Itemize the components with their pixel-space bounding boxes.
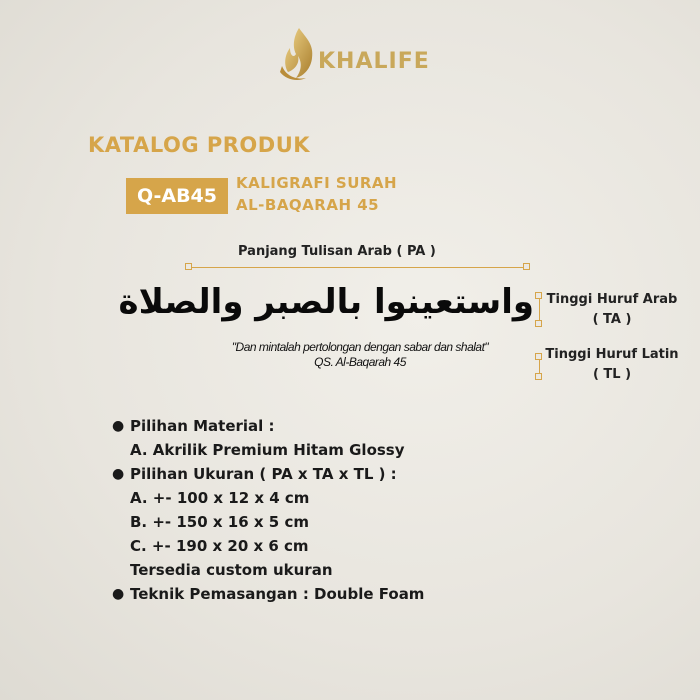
flame-logo-icon	[278, 26, 320, 82]
translation-text: "Dan mintalah pertolongan dengan sabar dan shalat"	[231, 340, 489, 354]
list-item: C. +- 190 x 20 x 6 cm	[130, 537, 309, 555]
tl-label-line2: ( TL )	[592, 367, 632, 382]
translation-block	[160, 340, 560, 370]
ta-label-line1: Tinggi Huruf Arab	[546, 292, 678, 307]
product-name-line2: AL-BAQARAH 45	[236, 196, 380, 214]
citation-text: QS. Al-Baqarah 45	[314, 355, 406, 369]
brand-logo	[278, 24, 430, 84]
pa-dimension-label: Panjang Tulisan Arab ( PA )	[238, 244, 436, 259]
page-title: KATALOG PRODUK	[88, 133, 311, 157]
list-item: ● Teknik Pemasangan : Double Foam	[112, 582, 424, 606]
product-name	[236, 172, 397, 216]
specs-list	[112, 414, 424, 606]
tl-label-line1: Tinggi Huruf Latin	[545, 347, 679, 362]
ta-label-line2: ( TA )	[592, 312, 632, 327]
ta-dimension-line	[539, 298, 540, 320]
pa-line-end-right	[523, 263, 530, 270]
brand-name: KHALIFE	[318, 48, 430, 74]
tl-dimension-label	[544, 345, 680, 385]
list-item: ● Pilihan Ukuran ( PA x TA x TL ) :	[112, 462, 424, 486]
tl-dimension-line	[539, 359, 540, 373]
arabic-calligraphy: واستعينوا بالصبر والصلاة	[118, 282, 534, 322]
ta-line-end-bottom	[535, 320, 542, 327]
ta-dimension-label	[546, 290, 678, 330]
list-item: ● Pilihan Material :	[112, 414, 424, 438]
product-code-badge: Q-AB45	[126, 178, 228, 214]
product-name-line1: KALIGRAFI SURAH	[236, 174, 398, 192]
bullet-dot-icon: ●	[112, 586, 125, 602]
bullet-dot-icon: ●	[112, 418, 125, 434]
list-item: A. Akrilik Premium Hitam Glossy	[130, 441, 405, 459]
pa-dimension-line	[190, 267, 528, 268]
list-item: Tersedia custom ukuran	[130, 561, 333, 579]
pa-line-end-left	[185, 263, 192, 270]
tl-line-end-bottom	[535, 373, 542, 380]
bullet-dot-icon: ●	[112, 466, 125, 482]
list-item: B. +- 150 x 16 x 5 cm	[130, 513, 309, 531]
list-item: A. +- 100 x 12 x 4 cm	[130, 489, 310, 507]
